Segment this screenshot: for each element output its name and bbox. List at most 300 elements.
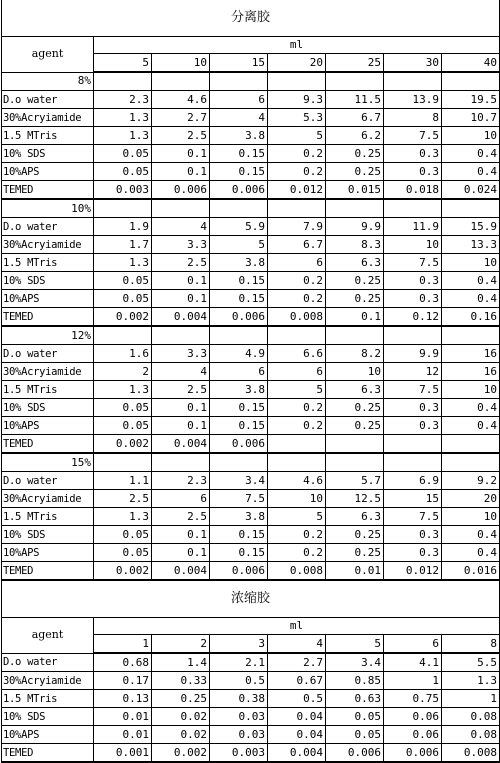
value-cell: 0.15 bbox=[210, 290, 268, 308]
section-percent: 12% bbox=[2, 326, 94, 345]
value-cell: 2.7 bbox=[268, 653, 326, 672]
value-cell: 16 bbox=[442, 345, 500, 363]
value-cell: 8 bbox=[384, 109, 442, 127]
empty-cell bbox=[210, 72, 268, 91]
value-cell: 2.5 bbox=[152, 508, 210, 526]
value-cell: 10 bbox=[442, 254, 500, 272]
value-cell: 9.9 bbox=[326, 218, 384, 236]
value-cell: 1.3 bbox=[94, 254, 152, 272]
section-header-row bbox=[2, 72, 500, 91]
value-cell: 0.05 bbox=[94, 544, 152, 562]
empty-cell bbox=[152, 326, 210, 345]
volume-header: 5 bbox=[94, 54, 152, 73]
table-title: 分离胶 bbox=[2, 0, 500, 37]
value-cell: 2.3 bbox=[152, 472, 210, 490]
value-cell: 0.38 bbox=[210, 690, 268, 708]
table-row bbox=[2, 417, 500, 435]
value-cell: 0.001 bbox=[94, 744, 152, 763]
table-row bbox=[2, 562, 500, 581]
table-row bbox=[2, 91, 500, 109]
section-percent: 15% bbox=[2, 453, 94, 472]
value-cell: 0.1 bbox=[152, 399, 210, 417]
empty-cell bbox=[152, 453, 210, 472]
value-cell bbox=[268, 435, 326, 454]
volume-header: 4 bbox=[268, 635, 326, 654]
empty-cell bbox=[94, 326, 152, 345]
value-cell: 1.4 bbox=[152, 653, 210, 672]
value-cell: 5.3 bbox=[268, 109, 326, 127]
value-cell: 0.12 bbox=[384, 308, 442, 327]
value-cell: 0.25 bbox=[326, 544, 384, 562]
agent-name: 10% SDS bbox=[2, 526, 94, 544]
value-cell: 3.8 bbox=[210, 381, 268, 399]
table-title: 浓缩胶 bbox=[2, 581, 500, 618]
value-cell: 0.02 bbox=[152, 708, 210, 726]
agent-name: 30%Acryiamide bbox=[2, 672, 94, 690]
value-cell: 5.5 bbox=[442, 653, 500, 672]
value-cell: 10 bbox=[326, 363, 384, 381]
value-cell: 4.6 bbox=[268, 472, 326, 490]
value-cell: 15.9 bbox=[442, 218, 500, 236]
value-cell: 0.002 bbox=[94, 435, 152, 454]
value-cell: 16 bbox=[442, 363, 500, 381]
table-row bbox=[2, 399, 500, 417]
value-cell: 5 bbox=[268, 127, 326, 145]
agent-name: 10%APS bbox=[2, 163, 94, 181]
volume-header: 10 bbox=[152, 54, 210, 73]
table-row bbox=[2, 490, 500, 508]
value-cell: 0.25 bbox=[326, 526, 384, 544]
value-cell: 6 bbox=[268, 363, 326, 381]
value-cell: 0.003 bbox=[210, 744, 268, 763]
value-cell: 9.9 bbox=[384, 345, 442, 363]
value-cell: 0.08 bbox=[442, 708, 500, 726]
agent-name: 30%Acryiamide bbox=[2, 363, 94, 381]
value-cell: 1.3 bbox=[94, 508, 152, 526]
value-cell: 0.05 bbox=[94, 163, 152, 181]
value-cell: 0.2 bbox=[268, 145, 326, 163]
value-cell: 0.1 bbox=[152, 544, 210, 562]
value-cell: 0.3 bbox=[384, 526, 442, 544]
value-cell: 2.5 bbox=[94, 490, 152, 508]
value-cell: 0.1 bbox=[152, 290, 210, 308]
section-percent: 10% bbox=[2, 199, 94, 218]
table-row bbox=[2, 345, 500, 363]
value-cell: 0.67 bbox=[268, 672, 326, 690]
value-cell: 0.002 bbox=[94, 308, 152, 327]
value-cell: 3.3 bbox=[152, 345, 210, 363]
value-cell: 10 bbox=[268, 490, 326, 508]
volume-header: 8 bbox=[442, 635, 500, 654]
value-cell: 0.006 bbox=[326, 744, 384, 763]
agent-name: 10% SDS bbox=[2, 272, 94, 290]
table-row bbox=[2, 472, 500, 490]
value-cell: 0.68 bbox=[94, 653, 152, 672]
empty-cell bbox=[442, 199, 500, 218]
table-row bbox=[2, 526, 500, 544]
table-row bbox=[2, 127, 500, 145]
value-cell: 3.8 bbox=[210, 254, 268, 272]
agent-name: D.o water bbox=[2, 472, 94, 490]
value-cell: 5.9 bbox=[210, 218, 268, 236]
value-cell: 9.2 bbox=[442, 472, 500, 490]
value-cell: 6.6 bbox=[268, 345, 326, 363]
value-cell: 0.4 bbox=[442, 272, 500, 290]
table-row bbox=[2, 653, 500, 672]
value-cell: 10 bbox=[442, 508, 500, 526]
section-header-row bbox=[2, 199, 500, 218]
value-cell: 0.2 bbox=[268, 417, 326, 435]
agent-name: 10%APS bbox=[2, 417, 94, 435]
agent-name: 1.5 MTris bbox=[2, 127, 94, 145]
value-cell: 0.15 bbox=[210, 526, 268, 544]
value-cell: 0.16 bbox=[442, 308, 500, 327]
value-cell: 15 bbox=[384, 490, 442, 508]
value-cell: 1 bbox=[442, 690, 500, 708]
value-cell: 1.3 bbox=[442, 672, 500, 690]
value-cell: 12 bbox=[384, 363, 442, 381]
unit-header: ml bbox=[94, 618, 500, 635]
table-row bbox=[2, 672, 500, 690]
value-cell: 6.3 bbox=[326, 381, 384, 399]
value-cell: 4.1 bbox=[384, 653, 442, 672]
value-cell: 5 bbox=[210, 236, 268, 254]
value-cell: 6 bbox=[210, 91, 268, 109]
value-cell: 6.3 bbox=[326, 254, 384, 272]
empty-cell bbox=[442, 453, 500, 472]
table-row bbox=[2, 726, 500, 744]
value-cell: 0.15 bbox=[210, 163, 268, 181]
value-cell: 0.2 bbox=[268, 163, 326, 181]
agent-name: 10%APS bbox=[2, 290, 94, 308]
empty-cell bbox=[268, 199, 326, 218]
value-cell: 0.05 bbox=[94, 290, 152, 308]
volume-header: 1 bbox=[94, 635, 152, 654]
value-cell: 0.3 bbox=[384, 544, 442, 562]
empty-cell bbox=[94, 199, 152, 218]
agent-name: 10%APS bbox=[2, 544, 94, 562]
table-row bbox=[2, 544, 500, 562]
volume-header: 30 bbox=[384, 54, 442, 73]
value-cell: 0.006 bbox=[210, 562, 268, 581]
value-cell: 0.15 bbox=[210, 145, 268, 163]
empty-cell bbox=[326, 453, 384, 472]
value-cell: 0.3 bbox=[384, 272, 442, 290]
table-row bbox=[2, 254, 500, 272]
value-cell: 6.9 bbox=[384, 472, 442, 490]
value-cell: 0.63 bbox=[326, 690, 384, 708]
value-cell: 0.006 bbox=[384, 744, 442, 763]
value-cell: 0.1 bbox=[152, 417, 210, 435]
empty-cell bbox=[152, 72, 210, 91]
value-cell: 0.5 bbox=[210, 672, 268, 690]
value-cell bbox=[326, 435, 384, 454]
table-row bbox=[2, 218, 500, 236]
value-cell: 0.008 bbox=[442, 744, 500, 763]
empty-cell bbox=[384, 453, 442, 472]
value-cell: 0.15 bbox=[210, 272, 268, 290]
table-row bbox=[2, 744, 500, 763]
value-cell: 0.85 bbox=[326, 672, 384, 690]
value-cell: 0.3 bbox=[384, 145, 442, 163]
agent-name: D.o water bbox=[2, 653, 94, 672]
value-cell: 0.05 bbox=[94, 526, 152, 544]
value-cell: 0.15 bbox=[210, 544, 268, 562]
value-cell: 1.7 bbox=[94, 236, 152, 254]
unit-header: ml bbox=[94, 37, 500, 54]
table-row bbox=[2, 381, 500, 399]
value-cell: 0.4 bbox=[442, 290, 500, 308]
value-cell: 2.1 bbox=[210, 653, 268, 672]
table-row bbox=[2, 290, 500, 308]
value-cell: 0.01 bbox=[94, 726, 152, 744]
table-row bbox=[2, 109, 500, 127]
empty-cell bbox=[94, 453, 152, 472]
value-cell: 0.2 bbox=[268, 544, 326, 562]
value-cell: 0.03 bbox=[210, 708, 268, 726]
agent-name: TEMED bbox=[2, 744, 94, 763]
value-cell: 0.01 bbox=[326, 562, 384, 581]
value-cell: 0.08 bbox=[442, 726, 500, 744]
value-cell: 0.25 bbox=[152, 690, 210, 708]
value-cell: 0.4 bbox=[442, 163, 500, 181]
agent-name: 30%Acryiamide bbox=[2, 109, 94, 127]
value-cell: 0.015 bbox=[326, 181, 384, 200]
value-cell: 0.3 bbox=[384, 290, 442, 308]
value-cell: 0.002 bbox=[94, 562, 152, 581]
value-cell: 4.6 bbox=[152, 91, 210, 109]
agent-name: TEMED bbox=[2, 562, 94, 581]
value-cell: 0.5 bbox=[268, 690, 326, 708]
value-cell: 0.008 bbox=[268, 562, 326, 581]
value-cell: 1.9 bbox=[94, 218, 152, 236]
value-cell: 4 bbox=[210, 109, 268, 127]
volume-header: 3 bbox=[210, 635, 268, 654]
value-cell: 0.03 bbox=[210, 726, 268, 744]
agent-header: agent bbox=[2, 37, 94, 73]
value-cell: 0.2 bbox=[268, 272, 326, 290]
table-row bbox=[2, 181, 500, 200]
agent-name: 10% SDS bbox=[2, 145, 94, 163]
value-cell: 6 bbox=[210, 363, 268, 381]
value-cell: 0.4 bbox=[442, 526, 500, 544]
value-cell: 0.25 bbox=[326, 290, 384, 308]
table-row bbox=[2, 163, 500, 181]
volume-header: 40 bbox=[442, 54, 500, 73]
table-row bbox=[2, 363, 500, 381]
value-cell bbox=[384, 435, 442, 454]
value-cell: 0.33 bbox=[152, 672, 210, 690]
value-cell: 1.3 bbox=[94, 109, 152, 127]
value-cell: 6 bbox=[152, 490, 210, 508]
value-cell: 7.5 bbox=[384, 381, 442, 399]
agent-name: 10% SDS bbox=[2, 708, 94, 726]
value-cell: 5.7 bbox=[326, 472, 384, 490]
value-cell: 5 bbox=[268, 508, 326, 526]
value-cell: 0.1 bbox=[326, 308, 384, 327]
volume-header: 25 bbox=[326, 54, 384, 73]
value-cell: 0.004 bbox=[152, 435, 210, 454]
empty-cell bbox=[210, 326, 268, 345]
value-cell: 0.006 bbox=[152, 181, 210, 200]
value-cell: 0.25 bbox=[326, 399, 384, 417]
volume-header: 2 bbox=[152, 635, 210, 654]
value-cell: 0.006 bbox=[210, 308, 268, 327]
section-percent: 8% bbox=[2, 72, 94, 91]
value-cell: 0.4 bbox=[442, 145, 500, 163]
value-cell: 0.05 bbox=[94, 399, 152, 417]
value-cell bbox=[442, 435, 500, 454]
value-cell: 3.8 bbox=[210, 508, 268, 526]
agent-name: D.o water bbox=[2, 218, 94, 236]
value-cell: 6.2 bbox=[326, 127, 384, 145]
section-header-row bbox=[2, 453, 500, 472]
value-cell: 0.004 bbox=[152, 308, 210, 327]
empty-cell bbox=[268, 453, 326, 472]
value-cell: 4 bbox=[152, 363, 210, 381]
value-cell: 0.1 bbox=[152, 526, 210, 544]
volume-header: 15 bbox=[210, 54, 268, 73]
value-cell: 6.7 bbox=[268, 236, 326, 254]
empty-cell bbox=[384, 72, 442, 91]
table-row bbox=[2, 508, 500, 526]
empty-cell bbox=[268, 326, 326, 345]
value-cell: 6 bbox=[268, 254, 326, 272]
value-cell: 2 bbox=[94, 363, 152, 381]
value-cell: 0.3 bbox=[384, 417, 442, 435]
value-cell: 0.006 bbox=[210, 435, 268, 454]
empty-cell bbox=[210, 199, 268, 218]
value-cell: 0.01 bbox=[94, 708, 152, 726]
value-cell: 0.02 bbox=[152, 726, 210, 744]
value-cell: 2.3 bbox=[94, 91, 152, 109]
value-cell: 1.3 bbox=[94, 127, 152, 145]
agent-name: 10%APS bbox=[2, 726, 94, 744]
value-cell: 0.1 bbox=[152, 145, 210, 163]
value-cell: 0.25 bbox=[326, 417, 384, 435]
value-cell: 10 bbox=[442, 381, 500, 399]
volume-header: 20 bbox=[268, 54, 326, 73]
value-cell: 0.2 bbox=[268, 399, 326, 417]
value-cell: 0.004 bbox=[152, 562, 210, 581]
value-cell: 6.3 bbox=[326, 508, 384, 526]
volume-header: 6 bbox=[384, 635, 442, 654]
separating-gel-table bbox=[1, 0, 500, 581]
value-cell: 11.9 bbox=[384, 218, 442, 236]
value-cell: 0.25 bbox=[326, 163, 384, 181]
table-row bbox=[2, 308, 500, 327]
value-cell: 3.3 bbox=[152, 236, 210, 254]
agent-name: D.o water bbox=[2, 91, 94, 109]
section-header-row bbox=[2, 326, 500, 345]
table-row bbox=[2, 272, 500, 290]
value-cell: 7.5 bbox=[384, 127, 442, 145]
value-cell: 3.4 bbox=[326, 653, 384, 672]
value-cell: 3.4 bbox=[210, 472, 268, 490]
table-row bbox=[2, 708, 500, 726]
value-cell: 0.024 bbox=[442, 181, 500, 200]
value-cell: 0.3 bbox=[384, 163, 442, 181]
value-cell: 0.05 bbox=[326, 708, 384, 726]
value-cell: 3.8 bbox=[210, 127, 268, 145]
empty-cell bbox=[384, 199, 442, 218]
table-row bbox=[2, 236, 500, 254]
value-cell: 2.7 bbox=[152, 109, 210, 127]
stacking-gel-table bbox=[1, 581, 500, 763]
empty-cell bbox=[326, 199, 384, 218]
value-cell: 0.2 bbox=[268, 526, 326, 544]
value-cell: 9.3 bbox=[268, 91, 326, 109]
value-cell: 8.3 bbox=[326, 236, 384, 254]
value-cell: 0.018 bbox=[384, 181, 442, 200]
table-row bbox=[2, 690, 500, 708]
agent-name: TEMED bbox=[2, 435, 94, 454]
empty-cell bbox=[94, 72, 152, 91]
value-cell: 0.008 bbox=[268, 308, 326, 327]
value-cell: 0.06 bbox=[384, 726, 442, 744]
value-cell: 7.5 bbox=[210, 490, 268, 508]
value-cell: 0.1 bbox=[152, 272, 210, 290]
value-cell: 0.17 bbox=[94, 672, 152, 690]
value-cell: 0.25 bbox=[326, 145, 384, 163]
table-row bbox=[2, 435, 500, 454]
agent-name: TEMED bbox=[2, 181, 94, 200]
value-cell: 13.9 bbox=[384, 91, 442, 109]
agent-name: 1.5 MTris bbox=[2, 254, 94, 272]
value-cell: 0.012 bbox=[268, 181, 326, 200]
value-cell: 7.5 bbox=[384, 508, 442, 526]
value-cell: 0.06 bbox=[384, 708, 442, 726]
value-cell: 0.15 bbox=[210, 399, 268, 417]
value-cell: 20 bbox=[442, 490, 500, 508]
value-cell: 5 bbox=[268, 381, 326, 399]
value-cell: 0.006 bbox=[210, 181, 268, 200]
value-cell: 0.15 bbox=[210, 417, 268, 435]
value-cell: 0.04 bbox=[268, 708, 326, 726]
agent-name: 10% SDS bbox=[2, 399, 94, 417]
empty-cell bbox=[326, 72, 384, 91]
value-cell: 0.4 bbox=[442, 417, 500, 435]
empty-cell bbox=[442, 72, 500, 91]
agent-name: 1.5 MTris bbox=[2, 690, 94, 708]
table-row bbox=[2, 145, 500, 163]
value-cell: 0.05 bbox=[94, 272, 152, 290]
agent-name: 1.5 MTris bbox=[2, 381, 94, 399]
value-cell: 0.4 bbox=[442, 399, 500, 417]
value-cell: 0.1 bbox=[152, 163, 210, 181]
value-cell: 10 bbox=[384, 236, 442, 254]
value-cell: 0.05 bbox=[94, 145, 152, 163]
value-cell: 0.003 bbox=[94, 181, 152, 200]
value-cell: 11.5 bbox=[326, 91, 384, 109]
value-cell: 8.2 bbox=[326, 345, 384, 363]
value-cell: 0.3 bbox=[384, 399, 442, 417]
value-cell: 0.75 bbox=[384, 690, 442, 708]
empty-cell bbox=[210, 453, 268, 472]
value-cell: 0.004 bbox=[268, 744, 326, 763]
value-cell: 2.5 bbox=[152, 127, 210, 145]
empty-cell bbox=[326, 326, 384, 345]
value-cell: 1.3 bbox=[94, 381, 152, 399]
value-cell: 12.5 bbox=[326, 490, 384, 508]
empty-cell bbox=[442, 326, 500, 345]
value-cell: 2.5 bbox=[152, 254, 210, 272]
agent-name: 30%Acryiamide bbox=[2, 490, 94, 508]
value-cell: 2.5 bbox=[152, 381, 210, 399]
value-cell: 0.2 bbox=[268, 290, 326, 308]
agent-header: agent bbox=[2, 618, 94, 654]
value-cell: 0.25 bbox=[326, 272, 384, 290]
